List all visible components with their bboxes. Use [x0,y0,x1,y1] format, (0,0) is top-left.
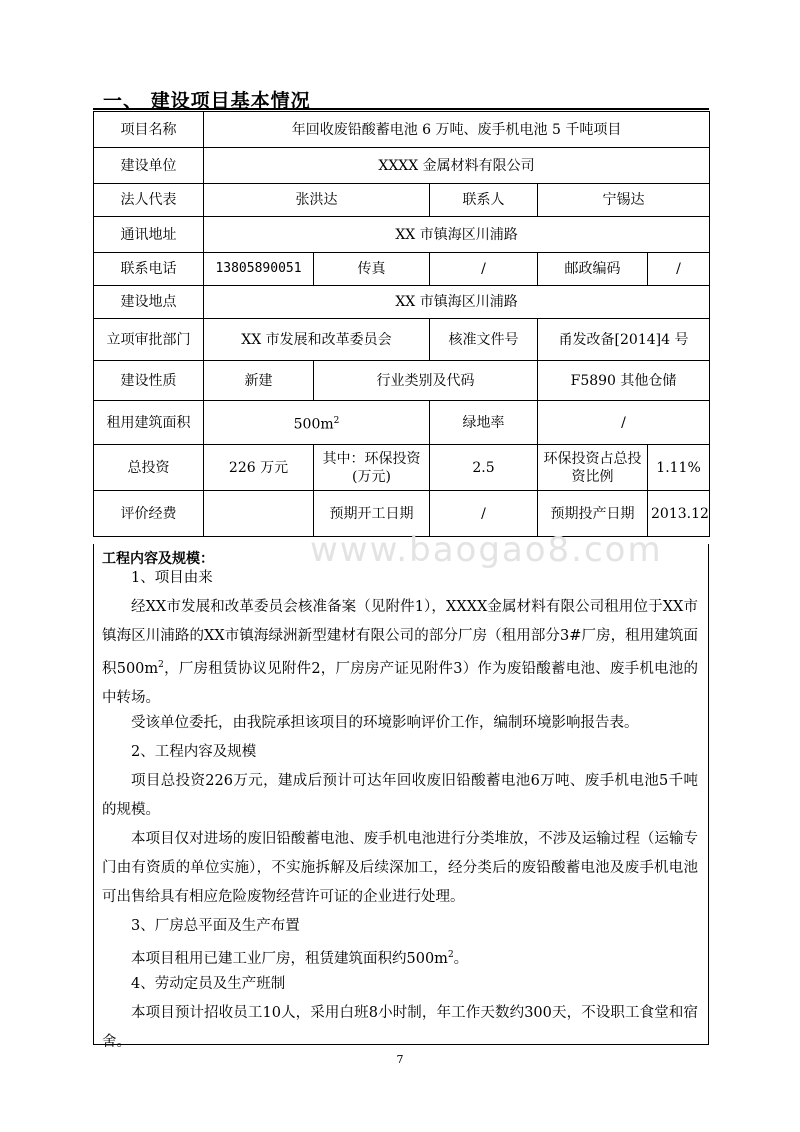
start-date-value: / [430,491,538,537]
section-heading: 一、 建设项目基本情况 [103,90,311,112]
project-info-table [93,111,710,537]
env-invest-label: 其中：环保投资(万元) [314,445,430,491]
table-row [94,217,710,253]
address-label: 通讯地址 [94,217,204,253]
approval-doc-label: 核准文件号 [430,319,538,361]
s3-p1-text-b: 。 [453,950,469,967]
postcode-label: 邮政编码 [538,253,648,286]
fax-value: / [430,253,538,286]
watermark: www.baogao8.com [310,530,663,570]
s4-heading: 4、劳动定员及生产班制 [131,976,286,992]
approval-doc-value: 甬发改备[2014]4 号 [538,319,710,361]
prod-date-value: 2013.12 [648,491,710,537]
s3-heading: 3、厂房总平面及生产布置 [131,918,300,934]
legal-rep-value: 张洪达 [204,184,430,217]
page-number: 7 [396,1053,404,1066]
unit-label: 建设单位 [94,148,204,184]
contact-value: 宁锡达 [538,184,710,217]
eval-fee-label: 评价经费 [94,491,204,537]
s3-p1-text-a: 本项目租用已建工业厂房，租赁建筑面积约500m [131,950,448,967]
env-ratio-label: 环保投资占总投资比例 [538,445,648,491]
area-number: 500m [293,416,334,433]
area-unit-sup: 2 [333,415,340,426]
table-row [94,112,710,148]
green-label: 绿地率 [430,401,538,445]
s1-p1-sup: 2 [158,660,164,670]
s2-paragraph-2: 本项目仅对进场的废旧铅酸蓄电池、废手机电池进行分类堆放，不涉及运输过程（运输专门由有资质的单位实施），不实施拆解及后续深加工，经分类后的废铅酸蓄电池及废手机电池可出售给具有相应危险废物经营许可证的企业进行处理。 [102,831,698,905]
s1-paragraph-1 [102,593,698,713]
env-ratio-value: 1.11% [648,445,710,491]
table-row [94,148,710,184]
table-row [94,401,710,445]
s2-paragraph-1: 项目总投资226万元，建成后预计可达年回收废旧铅酸蓄电池6万吨、废手机电池5千吨的规模。 [102,773,698,818]
env-invest-value: 2.5 [430,445,538,491]
table-row [94,445,710,491]
total-invest-label: 总投资 [94,445,204,491]
s1-heading: 1、项目由来 [131,570,213,586]
area-label: 租用建筑面积 [94,401,204,445]
table-row [94,319,710,361]
total-invest-value: 226 万元 [204,445,314,491]
industry-label: 行业类别及代码 [314,361,538,401]
s4-paragraph-1: 本项目预计招收员工10人，采用白班8小时制，年工作天数约300天，不设职工食堂和宿舍。 [102,1005,698,1050]
postcode-value: / [648,253,710,286]
content-title: 工程内容及规模： [102,551,214,567]
phone-value: 13805890051 [204,253,314,286]
table-row [94,253,710,286]
eval-fee-value [204,491,314,537]
phone-label: 联系电话 [94,253,204,286]
contact-label: 联系人 [430,184,538,217]
approval-dept-label: 立项审批部门 [94,319,204,361]
area-value [204,401,430,445]
approval-dept-value: XX 市发展和改革委员会 [204,319,430,361]
legal-rep-label: 法人代表 [94,184,204,217]
table-row [94,286,710,319]
s1-p1-text-a: 经XX市发展和改革委员会核准备案（见附件1），XXXX金属材料有限公司租用位于XX市镇海区川浦路的XX市镇海绿洲新型建材有限公司的部分厂房（租用部分3#厂房，租用建筑面积500m [102,599,698,677]
fax-label: 传真 [314,253,430,286]
site-value: XX 市镇海区川浦路 [204,286,710,319]
industry-value: F5890 其他仓储 [538,361,710,401]
heading-rule [93,108,709,110]
address-value: XX 市镇海区川浦路 [204,217,710,253]
s2-heading: 2、工程内容及规模 [131,744,257,760]
site-label: 建设地点 [94,286,204,319]
prod-date-label: 预期投产日期 [538,491,648,537]
table-row [94,184,710,217]
s1-p1-text-b: ，厂房租赁协议见附件2，厂房房产证见附件3）作为废铅酸蓄电池、废手机电池的中转场。 [102,660,698,706]
s1-paragraph-2: 受该单位委托，由我院承担该项目的环境影响评价工作，编制环境影响报告表。 [131,715,639,731]
green-value: / [538,401,710,445]
s3-p1-sup: 2 [447,950,454,960]
project-content-box [93,544,709,1050]
nature-label: 建设性质 [94,361,204,401]
table-row [94,361,710,401]
unit-value: XXXX 金属材料有限公司 [204,148,710,184]
project-name-label: 项目名称 [94,112,204,148]
project-name-value: 年回收废铅酸蓄电池 6 万吨、废手机电池 5 千吨项目 [204,112,710,148]
start-date-label: 预期开工日期 [314,491,430,537]
s3-paragraph-1 [102,941,698,974]
nature-value: 新建 [204,361,314,401]
